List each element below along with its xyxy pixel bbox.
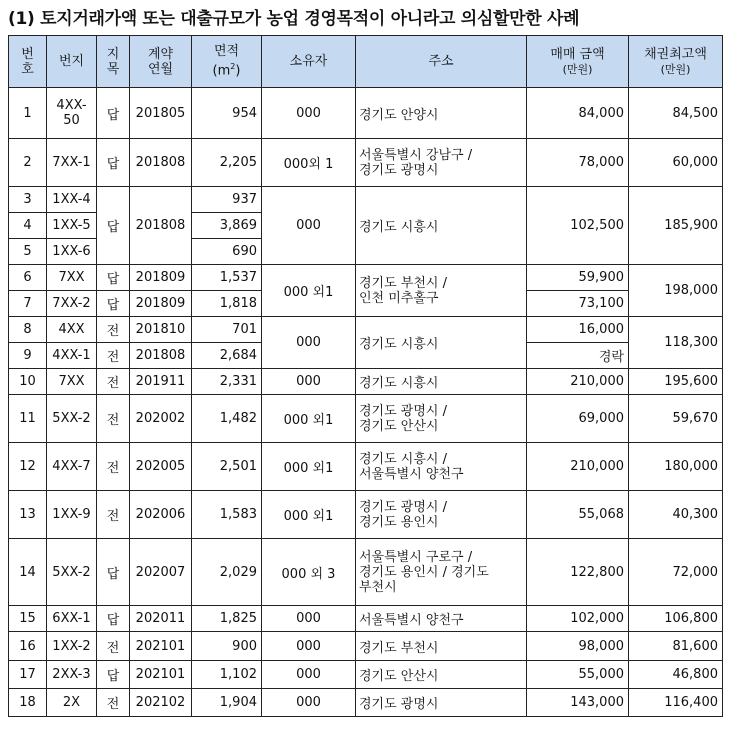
- cell-area: 937: [192, 187, 262, 213]
- header-contract: 계약 연월: [130, 36, 192, 88]
- cell-price: 210,000: [527, 369, 629, 395]
- cell-claim: 180,000: [629, 443, 723, 491]
- cell-lot: 4XX-7: [47, 443, 97, 491]
- transactions-table: [8, 35, 723, 717]
- cell-claim: 116,400: [629, 689, 723, 717]
- cell-address: 경기도 시흥시: [356, 187, 527, 265]
- header-max-claim: 채권최고액 (만원): [629, 36, 723, 88]
- cell-no: 4: [9, 213, 47, 239]
- header-row: [9, 36, 723, 88]
- header-no: 번 호: [9, 36, 47, 88]
- cell-address: 경기도 광명시 / 경기도 용인시: [356, 491, 527, 539]
- cell-lot: 1XX-6: [47, 239, 97, 265]
- cell-owner: 000: [262, 606, 356, 632]
- cell-area: 690: [192, 239, 262, 265]
- cell-land-type: 전: [97, 343, 130, 369]
- cell-no: 15: [9, 606, 47, 632]
- cell-price: 55,068: [527, 491, 629, 539]
- cell-claim: 72,000: [629, 539, 723, 606]
- cell-area: 1,102: [192, 661, 262, 689]
- header-area: 면적 $(m^2)$: [192, 36, 262, 88]
- cell-date: 201808: [130, 343, 192, 369]
- cell-no: 14: [9, 539, 47, 606]
- cell-no: 18: [9, 689, 47, 717]
- header-price: 매매 금액 (만원): [527, 36, 629, 88]
- cell-no: 8: [9, 317, 47, 343]
- cell-area: 2,331: [192, 369, 262, 395]
- cell-no: 16: [9, 632, 47, 661]
- cell-claim: 185,900: [629, 187, 723, 265]
- table-row: [9, 317, 723, 343]
- cell-lot: 7XX: [47, 369, 97, 395]
- cell-address: 경기도 부천시: [356, 632, 527, 661]
- cell-price: 84,000: [527, 88, 629, 139]
- cell-price: 경락: [527, 343, 629, 369]
- cell-area: 954: [192, 88, 262, 139]
- table-row: [9, 395, 723, 443]
- cell-land-type: 답: [97, 606, 130, 632]
- table-row: [9, 265, 723, 291]
- cell-claim: 198,000: [629, 265, 723, 317]
- cell-area: 1,583: [192, 491, 262, 539]
- cell-price: 210,000: [527, 443, 629, 491]
- cell-price: 143,000: [527, 689, 629, 717]
- table-row: [9, 661, 723, 689]
- cell-owner: 000: [262, 317, 356, 369]
- cell-address: 경기도 광명시: [356, 689, 527, 717]
- cell-area: 3,869: [192, 213, 262, 239]
- table-row: [9, 88, 723, 139]
- cell-owner: 000: [262, 369, 356, 395]
- cell-address: 서울특별시 양천구: [356, 606, 527, 632]
- cell-date: 201805: [130, 88, 192, 139]
- cell-area: 2,205: [192, 139, 262, 187]
- table-row: [9, 539, 723, 606]
- cell-lot: 2XX-3: [47, 661, 97, 689]
- cell-no: 10: [9, 369, 47, 395]
- cell-lot: 1XX-9: [47, 491, 97, 539]
- cell-lot: 1XX-2: [47, 632, 97, 661]
- cell-date: 202011: [130, 606, 192, 632]
- cell-area: 701: [192, 317, 262, 343]
- cell-land-type: 전: [97, 689, 130, 717]
- cell-owner: 000: [262, 187, 356, 265]
- cell-price: 69,000: [527, 395, 629, 443]
- cell-address: 경기도 안양시: [356, 88, 527, 139]
- cell-owner: 000: [262, 88, 356, 139]
- cell-land-type: 답: [97, 291, 130, 317]
- cell-lot: 1XX-5: [47, 213, 97, 239]
- cell-date: 202005: [130, 443, 192, 491]
- cell-lot: 1XX-4: [47, 187, 97, 213]
- cell-lot: 6XX-1: [47, 606, 97, 632]
- cell-no: 17: [9, 661, 47, 689]
- cell-no: 3: [9, 187, 47, 213]
- cell-no: 6: [9, 265, 47, 291]
- cell-lot: 5XX-2: [47, 395, 97, 443]
- cell-lot: 2X: [47, 689, 97, 717]
- cell-area: 1,482: [192, 395, 262, 443]
- cell-lot: 7XX-2: [47, 291, 97, 317]
- cell-date: 201808: [130, 139, 192, 187]
- cell-date: 201808: [130, 187, 192, 265]
- cell-no: 2: [9, 139, 47, 187]
- table-row: [9, 606, 723, 632]
- cell-claim: 59,670: [629, 395, 723, 443]
- cell-owner: 000외 1: [262, 139, 356, 187]
- cell-price: 122,800: [527, 539, 629, 606]
- cell-land-type: 전: [97, 491, 130, 539]
- cell-claim: 195,600: [629, 369, 723, 395]
- cell-owner: 000 외 3: [262, 539, 356, 606]
- cell-lot: 4XX-1: [47, 343, 97, 369]
- cell-land-type: 답: [97, 265, 130, 291]
- cell-area: 900: [192, 632, 262, 661]
- cell-claim: 84,500: [629, 88, 723, 139]
- cell-no: 9: [9, 343, 47, 369]
- cell-price: 55,000: [527, 661, 629, 689]
- cell-owner: 000 외1: [262, 491, 356, 539]
- table-row: [9, 632, 723, 661]
- cell-date: 202007: [130, 539, 192, 606]
- table-row: [9, 689, 723, 717]
- cell-land-type: 답: [97, 139, 130, 187]
- cell-no: 1: [9, 88, 47, 139]
- cell-address: 경기도 부천시 / 인천 미추홀구: [356, 265, 527, 317]
- cell-lot: 4XX- 50: [47, 88, 97, 139]
- cell-no: 13: [9, 491, 47, 539]
- table-row: [9, 443, 723, 491]
- cell-owner: 000 외1: [262, 265, 356, 317]
- cell-address: 경기도 시흥시 / 서울특별시 양천구: [356, 443, 527, 491]
- cell-land-type: 전: [97, 369, 130, 395]
- cell-no: 7: [9, 291, 47, 317]
- cell-address: 서울특별시 구로구 / 경기도 용인시 / 경기도 부천시: [356, 539, 527, 606]
- cell-price: 16,000: [527, 317, 629, 343]
- cell-area: 2,501: [192, 443, 262, 491]
- header-owner: 소유자: [262, 36, 356, 88]
- cell-land-type: 전: [97, 317, 130, 343]
- cell-land-type: 전: [97, 632, 130, 661]
- cell-price: 102,500: [527, 187, 629, 265]
- cell-date: 202101: [130, 632, 192, 661]
- cell-owner: 000: [262, 661, 356, 689]
- cell-date: 202006: [130, 491, 192, 539]
- cell-date: 202102: [130, 689, 192, 717]
- cell-address: 경기도 시흥시: [356, 369, 527, 395]
- cell-no: 12: [9, 443, 47, 491]
- header-lot: 번지: [47, 36, 97, 88]
- cell-claim: 118,300: [629, 317, 723, 369]
- cell-lot: 7XX-1: [47, 139, 97, 187]
- cell-date: 202101: [130, 661, 192, 689]
- cell-area: 2,029: [192, 539, 262, 606]
- cell-price: 102,000: [527, 606, 629, 632]
- cell-address: 서울특별시 강남구 / 경기도 광명시: [356, 139, 527, 187]
- cell-lot: 7XX: [47, 265, 97, 291]
- header-address: 주소: [356, 36, 527, 88]
- cell-owner: 000: [262, 689, 356, 717]
- cell-land-type: 답: [97, 187, 130, 265]
- cell-date: 201809: [130, 265, 192, 291]
- cell-claim: 81,600: [629, 632, 723, 661]
- cell-address: 경기도 시흥시: [356, 317, 527, 369]
- cell-owner: 000 외1: [262, 395, 356, 443]
- cell-price: 78,000: [527, 139, 629, 187]
- cell-owner: 000: [262, 632, 356, 661]
- cell-land-type: 답: [97, 539, 130, 606]
- table-row: [9, 139, 723, 187]
- cell-owner: 000 외1: [262, 443, 356, 491]
- header-land-type: 지 목: [97, 36, 130, 88]
- cell-no: 11: [9, 395, 47, 443]
- cell-claim: 46,800: [629, 661, 723, 689]
- cell-area: 1,818: [192, 291, 262, 317]
- cell-land-type: 전: [97, 395, 130, 443]
- table-row: [9, 187, 723, 213]
- cell-date: 201809: [130, 291, 192, 317]
- cell-address: 경기도 안산시: [356, 661, 527, 689]
- cell-price: 59,900: [527, 265, 629, 291]
- cell-land-type: 답: [97, 88, 130, 139]
- cell-date: 201911: [130, 369, 192, 395]
- cell-price: 98,000: [527, 632, 629, 661]
- cell-date: 201810: [130, 317, 192, 343]
- cell-lot: 4XX: [47, 317, 97, 343]
- cell-land-type: 전: [97, 443, 130, 491]
- cell-claim: 40,300: [629, 491, 723, 539]
- cell-address: 경기도 광명시 / 경기도 안산시: [356, 395, 527, 443]
- page-title: (1) 토지거래가액 또는 대출규모가 농업 경영목적이 아니라고 의심할만한 사례: [8, 9, 580, 29]
- table-row: [9, 491, 723, 539]
- cell-date: 202002: [130, 395, 192, 443]
- cell-claim: 60,000: [629, 139, 723, 187]
- cell-lot: 5XX-2: [47, 539, 97, 606]
- cell-area: 1,904: [192, 689, 262, 717]
- cell-area: 1,537: [192, 265, 262, 291]
- cell-price: 73,100: [527, 291, 629, 317]
- cell-area: 2,684: [192, 343, 262, 369]
- cell-claim: 106,800: [629, 606, 723, 632]
- cell-no: 5: [9, 239, 47, 265]
- cell-area: 1,825: [192, 606, 262, 632]
- table-row: [9, 369, 723, 395]
- cell-land-type: 답: [97, 661, 130, 689]
